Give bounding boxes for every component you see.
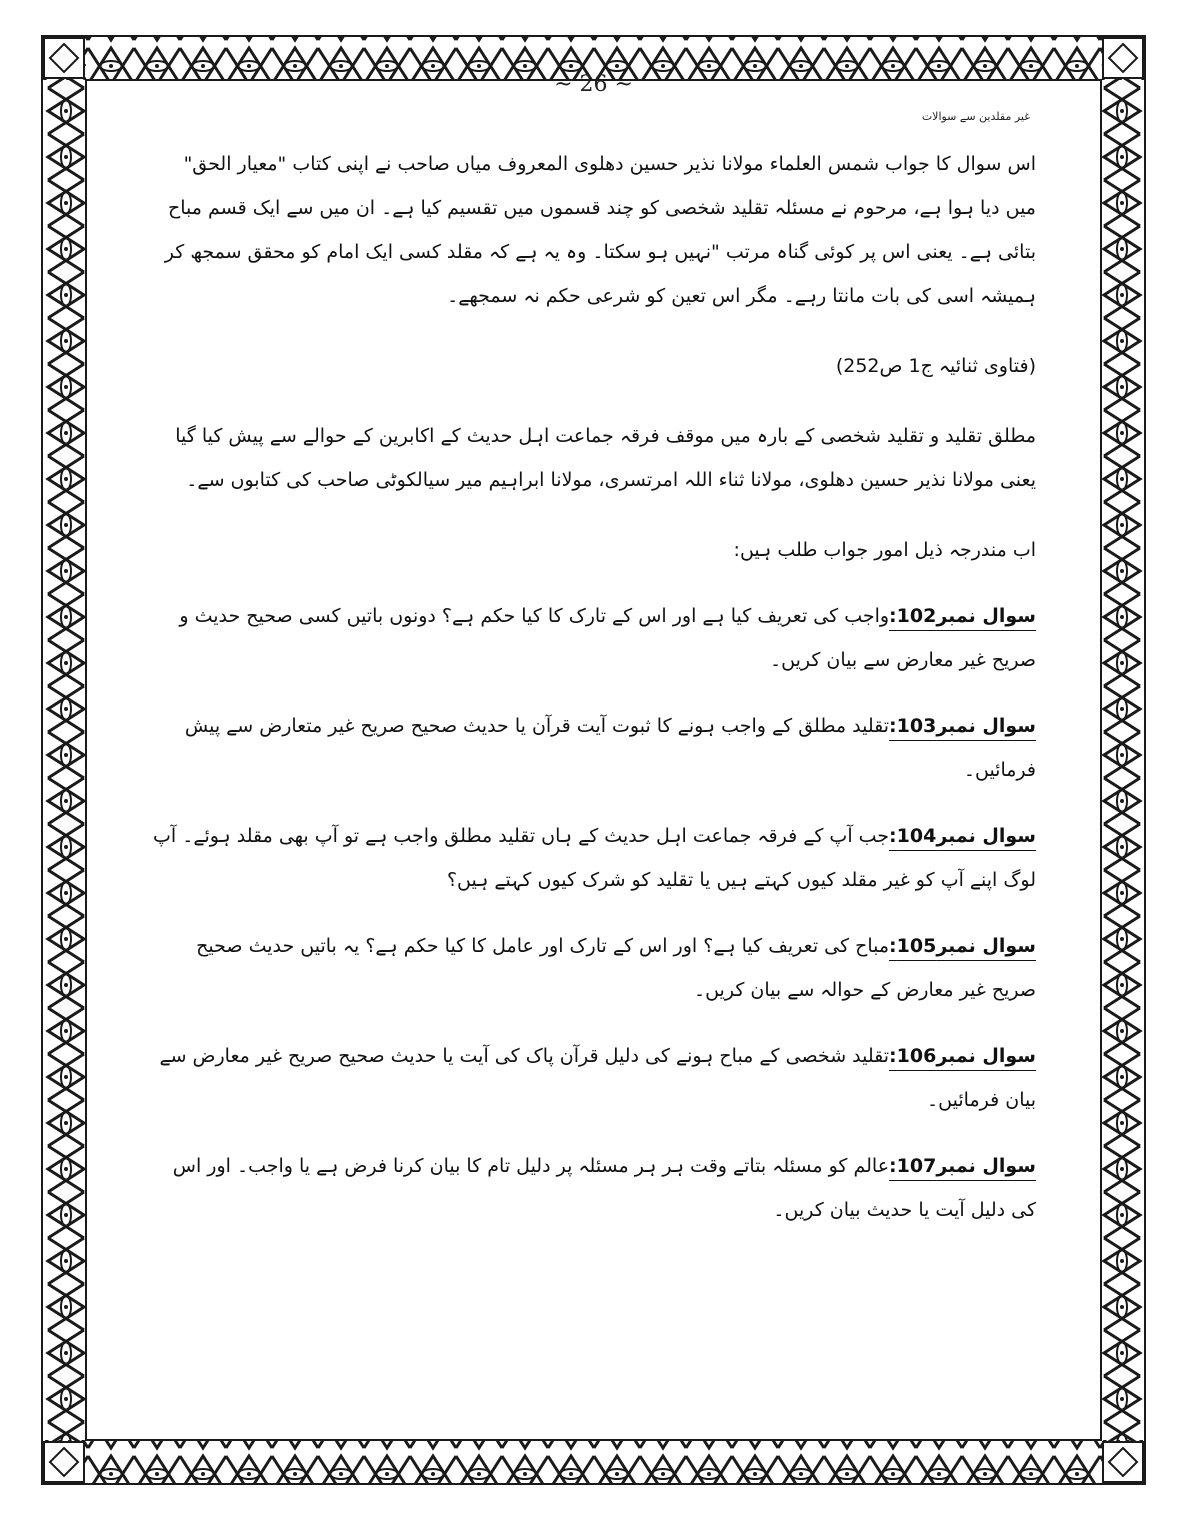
question-label: سوال نمبر104: xyxy=(889,825,1036,847)
question-103 xyxy=(148,704,1036,792)
question-label: سوال نمبر105: xyxy=(889,935,1036,957)
question-107 xyxy=(148,1144,1036,1232)
prompt-line: اب مندرجہ ذیل امور جواب طلب ہیں: xyxy=(733,539,1036,561)
question-text: واجب کی تعریف کیا ہے اور اس کے تارک کا کیا حکم ہے؟ دونوں باتیں کسی صحیح حدیث و صریح غیر معارض سے بیان کریں۔ xyxy=(179,605,1036,671)
page-body xyxy=(148,142,1036,1232)
question-label: سوال نمبر107: xyxy=(889,1155,1036,1177)
summary-paragraph: مطلق تقلید و تقلید شخصی کے بارہ میں موقف فرقہ جماعت اہل حدیث کے اکابرین کے حوالے سے پیش کیا گیا یعنی مولانا نذیر حسین دھلوی، مولانا ثناء اللہ امرتسری، مولانا ابراہیم میر سیالکوٹی صاحب کی کتابوں سے۔ xyxy=(175,425,1036,491)
question-text: جب آپ کے فرقہ جماعت اہل حدیث کے ہاں تقلید مطلق واجب ہے تو آپ بھی مقلد ہوئے۔ آپ لوگ اپنے آپ کو غیر مقلد کیوں کہتے ہیں یا تقلید کو شرک کیوں کہتے ہیں؟ xyxy=(152,825,1036,891)
question-text: تقلید مطلق کے واجب ہونے کا ثبوت آیت قرآن یا حدیث صحیح صریح غیر متعارض سے پیش فرمائیں۔ xyxy=(184,715,1036,781)
reference-citation: (فتاوی ثنائیہ ج1 ص252) xyxy=(835,355,1036,377)
question-104 xyxy=(148,814,1036,902)
question-106 xyxy=(148,1034,1036,1122)
question-label: سوال نمبر102: xyxy=(889,605,1036,627)
page-number: ~ 26 ~ xyxy=(554,72,633,97)
question-105 xyxy=(148,924,1036,1012)
question-label: سوال نمبر106: xyxy=(889,1045,1036,1067)
question-text: عالم کو مسئلہ بتاتے وقت ہر ہر مسئلہ پر دلیل تام کا بیان کرنا فرض ہے یا واجب۔ اور اس کی دلیل آیت یا حدیث بیان کریں۔ xyxy=(172,1155,1036,1221)
running-header: غیر مقلدین سے سوالات xyxy=(921,110,1030,123)
question-text: تقلید شخصی کے مباح ہونے کی دلیل قرآن پاک کی آیت یا حدیث صحیح صریح غیر معارض سے بیان فرمائیں۔ xyxy=(159,1045,1036,1111)
question-102 xyxy=(148,594,1036,682)
question-label: سوال نمبر103: xyxy=(889,715,1036,737)
intro-paragraph: اس سوال کا جواب شمس العلماء مولانا نذیر حسین دھلوی المعروف میاں صاحب نے اپنی کتاب "معیار الحق" میں دیا ہوا ہے، مرحوم نے مسئلہ تقلید شخصی کو چند قسموں میں تقسیم کیا ہے۔ ان میں سے ایک قسم مباح بتائی ہے۔ یعنی اس پر کوئی گناہ مرتب "نہیں ہو سکتا۔ وہ یہ ہے کہ مقلد کسی ایک امام کو محقق سمجھ کر ہمیشہ اسی کی بات مانتا رہے۔ مگر اس تعین کو شرعی حکم نہ سمجھے۔ xyxy=(164,153,1036,307)
question-text: مباح کی تعریف کیا ہے؟ اور اس کے تارک اور عامل کا کیا حکم ہے؟ یہ باتیں حدیث صحیح صریح غیر معارض کے حوالہ سے بیان کریں۔ xyxy=(196,935,1036,1001)
